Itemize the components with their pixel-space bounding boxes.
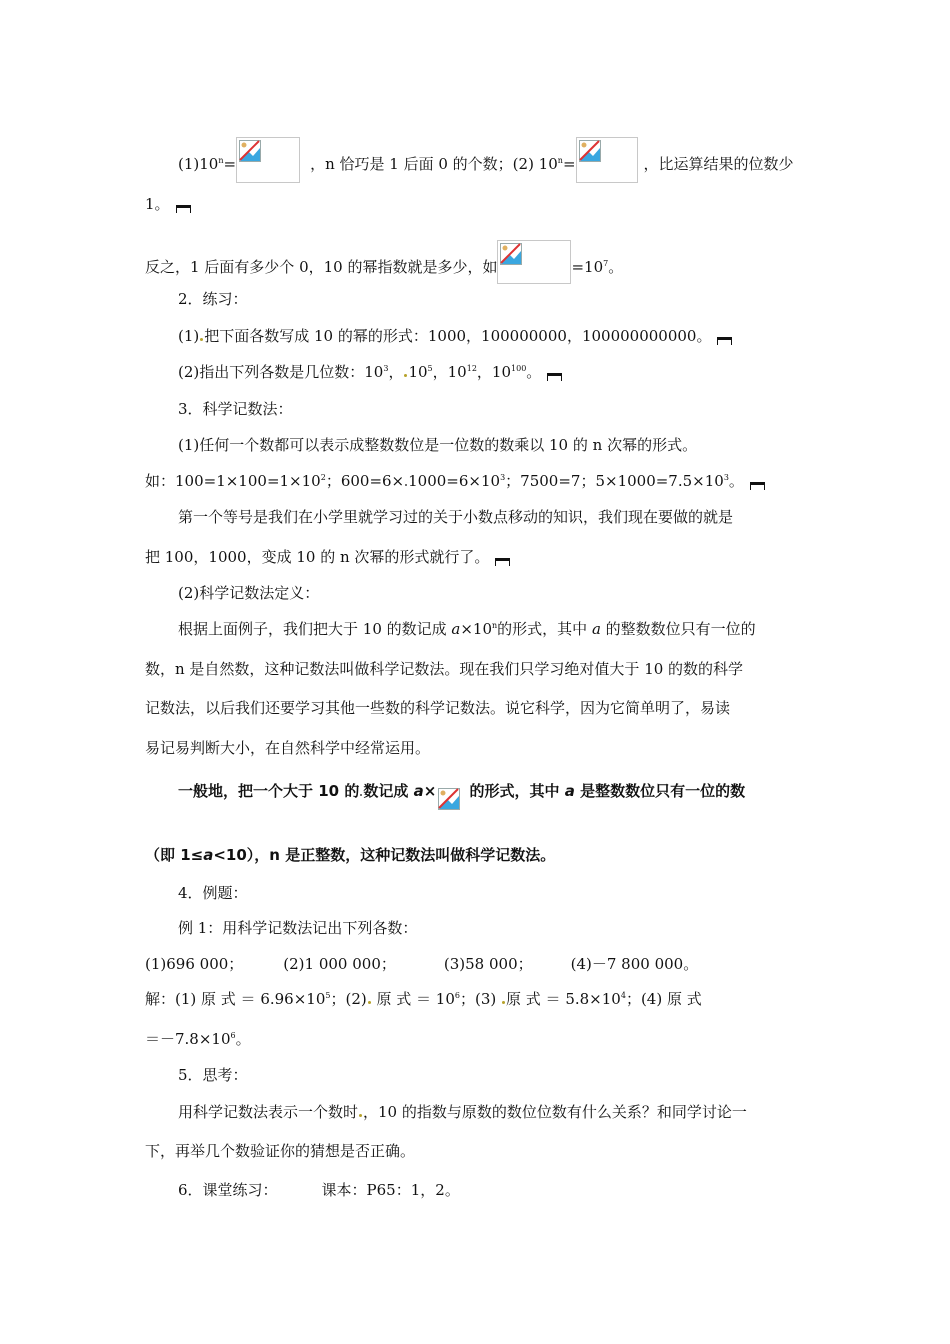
line-13: 根据上面例子，我们把大于 10 的数记成 $a\times 10^n$的形式，其中 a 的整数数位只有一位的 bbox=[178, 620, 756, 638]
image-placeholder bbox=[436, 778, 464, 812]
line-5: (1) 把下面各数写成 10 的幂的形式：1000，100000000，100000000000。 bbox=[178, 326, 732, 346]
line-10: 第一个等号是我们在小学里就学习过的关于小数点移动的知识，我们现在要做的就是 bbox=[178, 508, 734, 526]
paragraph-mark-icon bbox=[495, 558, 510, 566]
line-1: $(1)10^n=$ ，n 恰巧是 1 后面 0 的个数；(2) $10^n=$ ，比运算结果的位数少 bbox=[178, 137, 794, 183]
line-17: 一般地，把一个大于 10 的 数记成 a× 的形式，其中 a 是整数数位只有一位的数 bbox=[178, 778, 745, 812]
line-7: 3．科学记数法： bbox=[178, 400, 293, 418]
line-27: 6．课堂练习： 课本：P65：1，2。 bbox=[178, 1181, 460, 1199]
format-dot-icon bbox=[359, 1114, 362, 1117]
broken-image-icon bbox=[579, 140, 601, 162]
line-24: 5．思考： bbox=[178, 1066, 248, 1084]
line-15: 记数法，以后我们还要学习其他一些数的科学记数法。说它科学，因为它简单明了，易读 bbox=[145, 699, 731, 717]
broken-image-icon bbox=[500, 243, 522, 265]
line-25: 用科学记数法表示一个数时 ，10 的指数与原数的数位位数有什么关系？和同学讨论一 bbox=[178, 1103, 747, 1121]
paragraph-mark-icon bbox=[717, 337, 732, 345]
line-21: (1)696 000； (2)1 000 000； (3)58 000； (4)－7 800 000。 bbox=[145, 955, 699, 973]
paragraph-mark-icon bbox=[750, 482, 765, 490]
line-19: 4．例题： bbox=[178, 884, 248, 902]
line-8: (1)任何一个数都可以表示成整数数位是一位数的数乘以 10 的 n 次幂的形式。 bbox=[178, 436, 698, 454]
line-11: 把 100，1000，变成 10 的 n 次幂的形式就行了。 bbox=[145, 547, 510, 567]
line-14: 数，n 是自然数，这种记数法叫做科学记数法。现在我们只学习绝对值大于 10 的数的科学 bbox=[145, 660, 744, 678]
broken-image-icon bbox=[438, 788, 460, 810]
paragraph-mark-icon bbox=[547, 373, 562, 381]
line-2: 1。 bbox=[145, 194, 191, 214]
paragraph-mark-icon bbox=[176, 205, 191, 213]
line-18: （即 1≤a<10），n 是正整数，这种记数法叫做科学记数法。 bbox=[145, 846, 556, 864]
broken-image-icon bbox=[239, 140, 261, 162]
line-9: 如：$100=1\times 100=1\times 10^2$；$600=6\times 1000=6\times 10^3$；7500=7；$5\times 1000=7.5\times 10^3$。 bbox=[145, 471, 765, 491]
line-22: 解：(1) 原 式 ＝ $6.96\times 10^5$；(2) 原 式 ＝ $10^6$；(3) 原 式 ＝ $5.8\times 10^4$；(4) 原 式 bbox=[145, 990, 702, 1008]
image-placeholder bbox=[576, 137, 638, 183]
format-dot-icon bbox=[405, 484, 407, 486]
line-20: 例 1：用科学记数法记出下列各数： bbox=[178, 919, 418, 937]
image-placeholder bbox=[497, 240, 571, 284]
line-6: (2)指出下列各数是几位数：$10^3$， $10^5$，$10^{12}$，$10^{100}$。 bbox=[178, 362, 562, 382]
line-23: $=-7.8\times 10^6$。 bbox=[145, 1030, 251, 1048]
line-3: 反之，1 后面有多少个 0，10 的幂指数就是多少，如 $=10^7$。 bbox=[145, 240, 623, 284]
format-dot-icon bbox=[502, 1001, 505, 1004]
line-16: 易记易判断大小，在自然科学中经常运用。 bbox=[145, 739, 431, 757]
image-placeholder bbox=[236, 137, 300, 183]
line-26: 下，再举几个数验证你的猜想是否正确。 bbox=[145, 1142, 416, 1160]
format-dot-icon bbox=[404, 374, 407, 377]
format-dot-icon bbox=[200, 338, 203, 341]
line-4: 2．练习： bbox=[178, 290, 248, 308]
line-12: (2)科学记数法定义： bbox=[178, 584, 320, 602]
format-dot-icon bbox=[368, 1001, 371, 1004]
